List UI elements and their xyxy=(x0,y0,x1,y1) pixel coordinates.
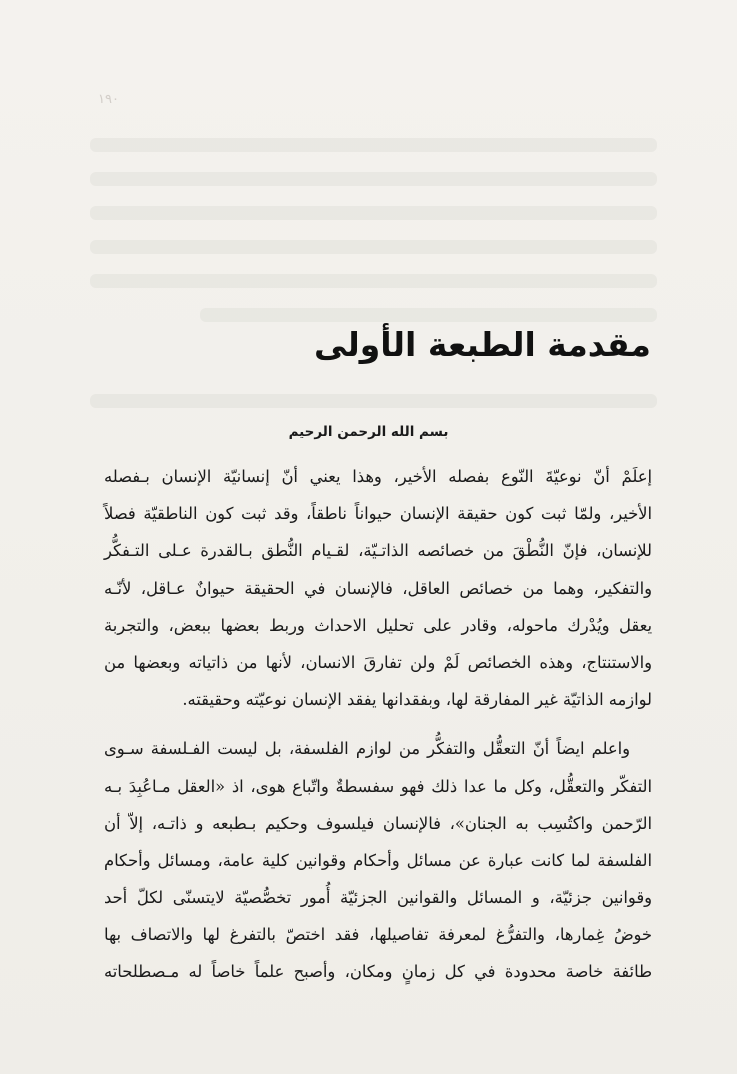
bleed-through-line xyxy=(90,172,657,186)
body-text xyxy=(104,458,652,991)
text-line: الأخير، ولمّا ثبت كون حقيقة الإنسان حيواناً ناطقاً، وقد ثبت كون الناطقيّة فصلاً xyxy=(104,504,652,524)
text-line: للإنسان، فإنّ النُّطْقَ من خصائصه الذاتـيّة، لقـيام النُّطق بـالقدرة عـلى التـفكُّر xyxy=(104,541,652,561)
bleed-through-line xyxy=(90,138,657,152)
text-line: طائفة خاصة محدودة في كل زمانٍ ومكان، وأصبح علماً خاصاً له مـصطلحاته xyxy=(104,962,652,982)
text-line: التفكّر والتعقُّل، وكل ما عدا ذلك فهو سفسطةٌ واتّباع هوى، اذ «العقل مـاعُبِدَ بـه xyxy=(104,776,652,796)
section-heading: مقدمة الطبعة الأولى xyxy=(313,325,651,364)
paragraph-1 xyxy=(104,458,652,718)
text-line: يعقل ويُدْرك ماحوله، وقادر على تحليل الاحداث وربط بعضها ببعض، والتجربة xyxy=(104,615,652,635)
basmala: بسم الله الرحمن الرحيم xyxy=(288,424,449,440)
bleed-through-line xyxy=(90,240,657,254)
text-line: والتفكير، وهما من خصائص العاقل، فالإنسان في الحقيقة حيوانٌ عـاقل، لأنّـه xyxy=(104,578,652,598)
text-line: لوازمه الذاتيّة غير المفارقة لها، وبفقدانها يفقد الإنسان نوعيّته وحقيقته. xyxy=(182,690,652,710)
paragraph-gap xyxy=(104,718,652,730)
text-line: وقوانين جزئيّة، و المسائل والقوانين الجزئيّة أُمور تخصُّصيّة لايتسنّى لكلّ أحد xyxy=(104,888,652,908)
bleed-through-line xyxy=(90,206,657,220)
text-line: والاستنتاج، وهذه الخصائص لَمْ ولن تفارقَ الانسان، لأنها من ذاتياته وبعضها من xyxy=(104,652,652,672)
bleed-through-page-number: ۱۹۰ xyxy=(98,92,119,107)
bleed-through-line xyxy=(90,274,657,288)
text-line: إعلَمْ أنّ نوعيّةَ النّوع بفصله الأخير، وهذا يعني أنّ إنسانيّة الإنسان بـفصله xyxy=(104,467,652,486)
text-line: الرّحمن واكتُسِب به الجنان»، فالإنسان فيلسوف وحكيم بـطبعه و ذاتـه، إلاّ أن xyxy=(104,813,652,833)
bleed-through-line xyxy=(200,308,657,322)
paragraph-2 xyxy=(104,730,652,990)
text-line: الفلسفة لما كانت عبارة عن مسائل وأحكام وقوانين كلية عامة، ومسائل وأحكام xyxy=(104,850,652,870)
bleed-through-line xyxy=(90,394,657,408)
text-line: خوضُ غِمارها، والتفرُّغ لمعرفة تفاصيلها، فقد اختصّ بالتفرغ لها والاتصاف بها xyxy=(104,925,652,945)
text-line: واعلم ايضاً أنّ التعقُّل والتفكُّر من لوازم الفلسفة، بل ليست الفـلسفة سـوى xyxy=(104,739,630,759)
